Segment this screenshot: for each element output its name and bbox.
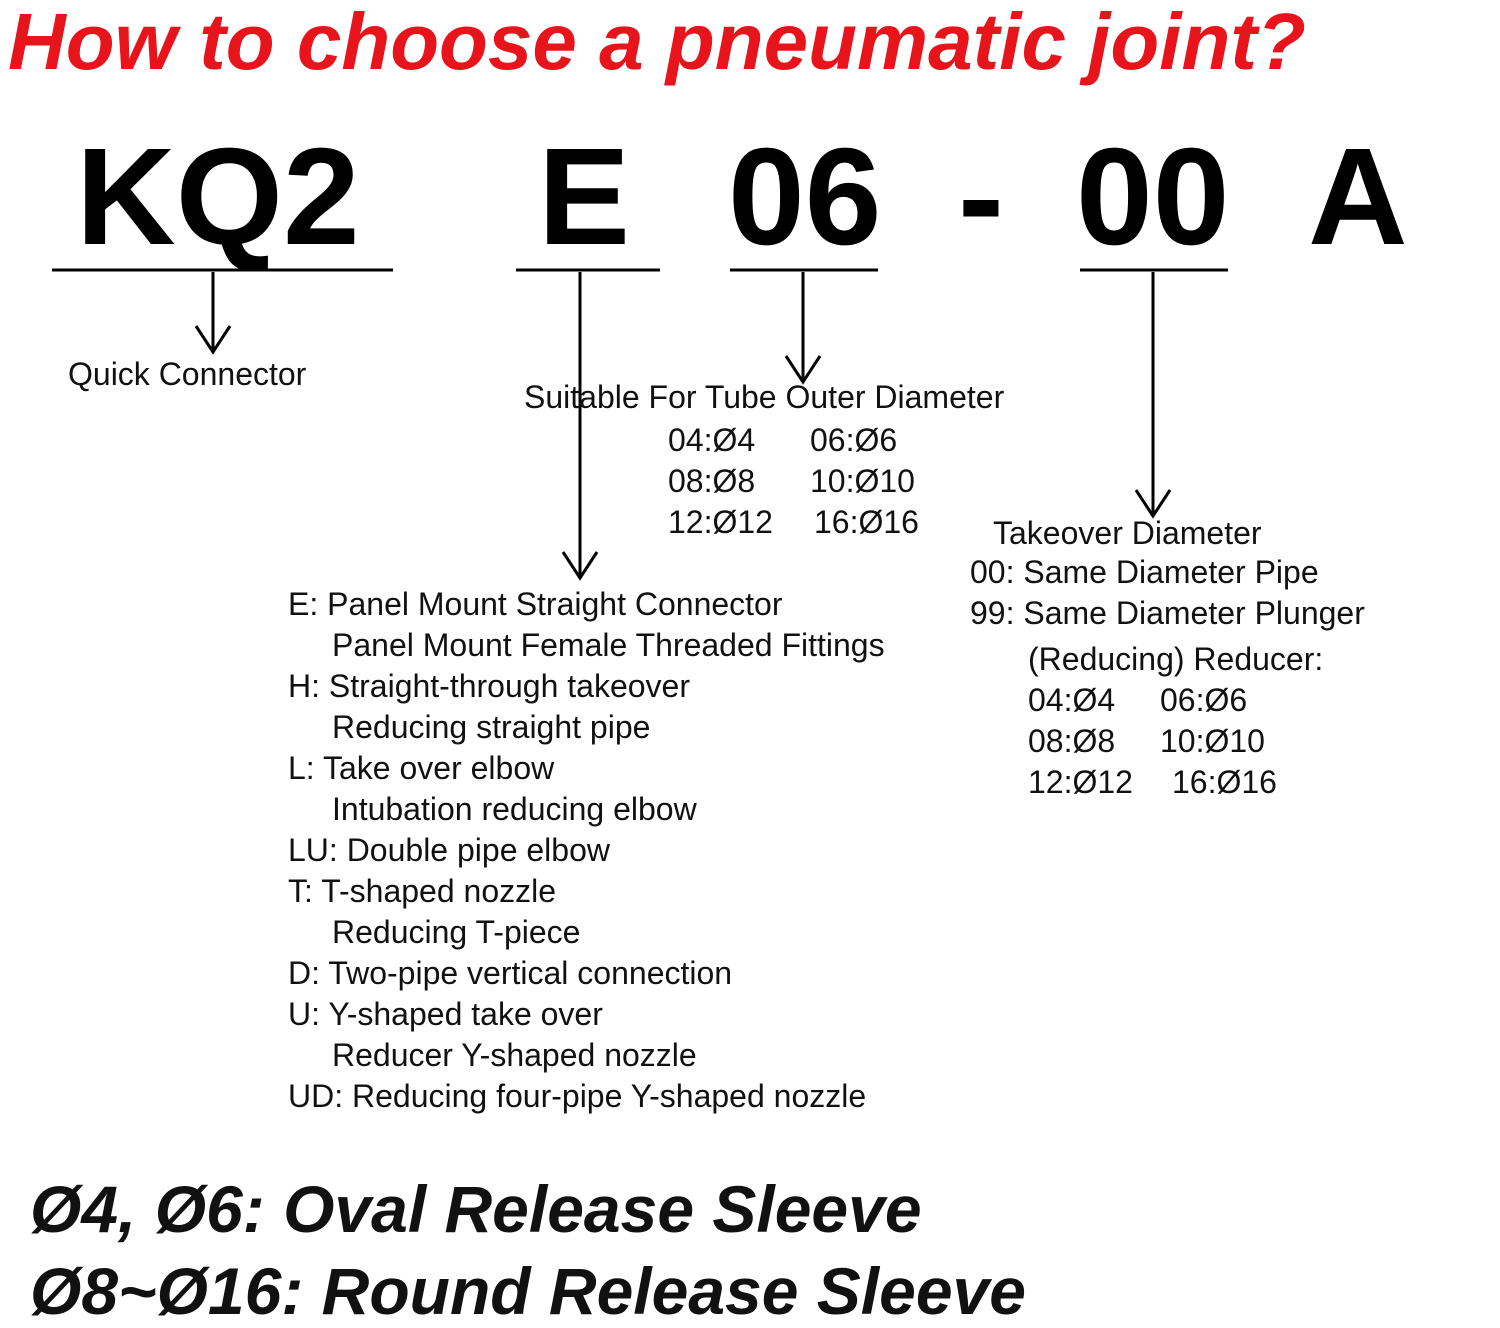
code-dash: - [958,120,1004,274]
tube-od-value: 08:Ø8 [668,463,756,499]
release-sleeve-round: Ø8~Ø16: Round Release Sleeve [30,1254,1026,1328]
type-item: Reducing straight pipe [332,709,651,745]
code-suffix: A [1308,120,1408,274]
code-takeover: 00 [1076,120,1230,274]
takeover-value: 12:Ø12 [1028,764,1133,800]
code-series: KQ2 [76,120,360,274]
type-item: E: Panel Mount Straight Connector [288,586,783,622]
type-item: U: Y-shaped take over [288,996,603,1032]
takeover-value: 10:Ø10 [1160,723,1265,759]
type-item: L: Take over elbow [288,750,555,786]
page-title: How to choose a pneumatic joint? [8,0,1306,86]
type-item: LU: Double pipe elbow [288,832,610,868]
tube-od-value: 04:Ø4 [668,422,756,458]
type-item: Panel Mount Female Threaded Fittings [332,627,885,663]
takeover-line: 00: Same Diameter Pipe [970,554,1319,590]
takeover-title: Takeover Diameter [993,515,1262,551]
tube-od-title: Suitable For Tube Outer Diameter [524,379,1005,415]
tube-od-value: 16:Ø16 [814,504,919,540]
takeover-value: 06:Ø6 [1160,682,1248,718]
takeover-value: 16:Ø16 [1172,764,1277,800]
takeover-value: 08:Ø8 [1028,723,1116,759]
code-tube-diameter: 06 [728,120,882,274]
takeover-value: 04:Ø4 [1028,682,1116,718]
type-item: Reducer Y-shaped nozzle [332,1037,697,1073]
release-sleeve-oval: Ø4, Ø6: Oval Release Sleeve [30,1172,922,1246]
type-item: T: T-shaped nozzle [288,873,557,909]
type-item: D: Two-pipe vertical connection [288,955,733,991]
tube-od-value: 12:Ø12 [668,504,773,540]
tube-od-value: 06:Ø6 [810,422,898,458]
takeover-line: 99: Same Diameter Plunger [970,595,1365,631]
type-item: Reducing T-piece [332,914,581,950]
type-item: H: Straight-through takeover [288,668,690,704]
code-type: E [538,120,631,274]
quick-connector-label: Quick Connector [68,356,307,392]
type-item: UD: Reducing four-pipe Y-shaped nozzle [288,1078,867,1114]
type-item: Intubation reducing elbow [332,791,697,827]
tube-od-value: 10:Ø10 [810,463,915,499]
takeover-line: (Reducing) Reducer: [1028,641,1324,677]
type-list [288,584,885,1117]
